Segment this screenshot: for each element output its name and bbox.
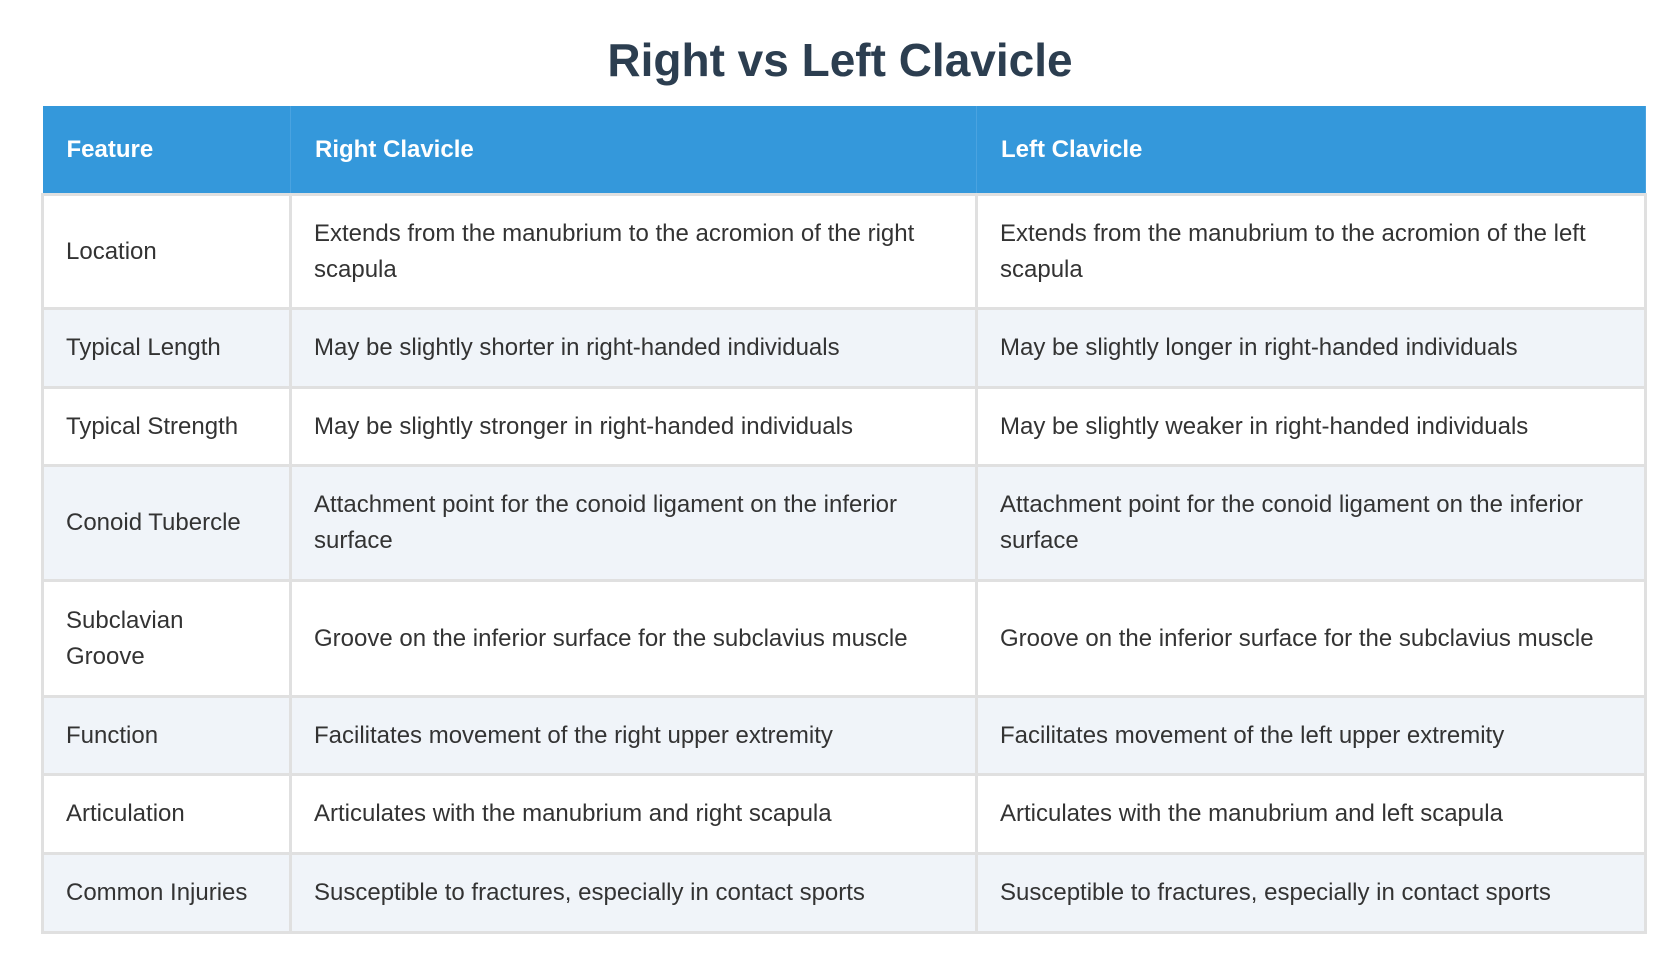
table-row [43,775,1646,854]
feature-cell: Common Injuries [43,854,291,933]
left-clavicle-cell: Articulates with the manubrium and left scapula [977,775,1646,854]
left-clavicle-cell: May be slightly longer in right-handed individuals [977,309,1646,388]
right-clavicle-cell: May be slightly shorter in right-handed individuals [291,309,977,388]
table-row [43,854,1646,933]
right-clavicle-cell: Facilitates movement of the right upper extremity [291,697,977,775]
right-clavicle-cell: Articulates with the manubrium and right scapula [291,775,977,854]
right-clavicle-cell: May be slightly stronger in right-handed individuals [291,388,977,466]
right-clavicle-cell: Attachment point for the conoid ligament on the inferior surface [291,466,977,581]
header-row [43,106,1646,195]
comparison-table [41,106,1647,934]
header-right-clavicle: Right Clavicle [291,106,977,195]
table-row [43,581,1646,697]
right-clavicle-cell: Susceptible to fractures, especially in contact sports [291,854,977,933]
feature-cell: Typical Length [43,309,291,388]
left-clavicle-cell: Groove on the inferior surface for the subclavius muscle [977,581,1646,697]
feature-cell: Function [43,697,291,775]
table-row [43,697,1646,775]
header-left-clavicle: Left Clavicle [977,106,1646,195]
table-row [43,466,1646,581]
feature-cell: Articulation [43,775,291,854]
feature-cell: Location [43,195,291,309]
table-row [43,388,1646,466]
header-feature: Feature [43,106,291,195]
feature-cell: Typical Strength [43,388,291,466]
left-clavicle-cell: Susceptible to fractures, especially in contact sports [977,854,1646,933]
page-title: Right vs Left Clavicle [607,34,1073,86]
feature-cell: Conoid Tubercle [43,466,291,581]
table-row [43,309,1646,388]
right-clavicle-cell: Extends from the manubrium to the acromion of the right scapula [291,195,977,309]
table-row [43,195,1646,309]
left-clavicle-cell: May be slightly weaker in right-handed individuals [977,388,1646,466]
right-clavicle-cell: Groove on the inferior surface for the subclavius muscle [291,581,977,697]
left-clavicle-cell: Extends from the manubrium to the acromion of the left scapula [977,195,1646,309]
left-clavicle-cell: Facilitates movement of the left upper extremity [977,697,1646,775]
left-clavicle-cell: Attachment point for the conoid ligament on the inferior surface [977,466,1646,581]
feature-cell: Subclavian Groove [43,581,291,697]
